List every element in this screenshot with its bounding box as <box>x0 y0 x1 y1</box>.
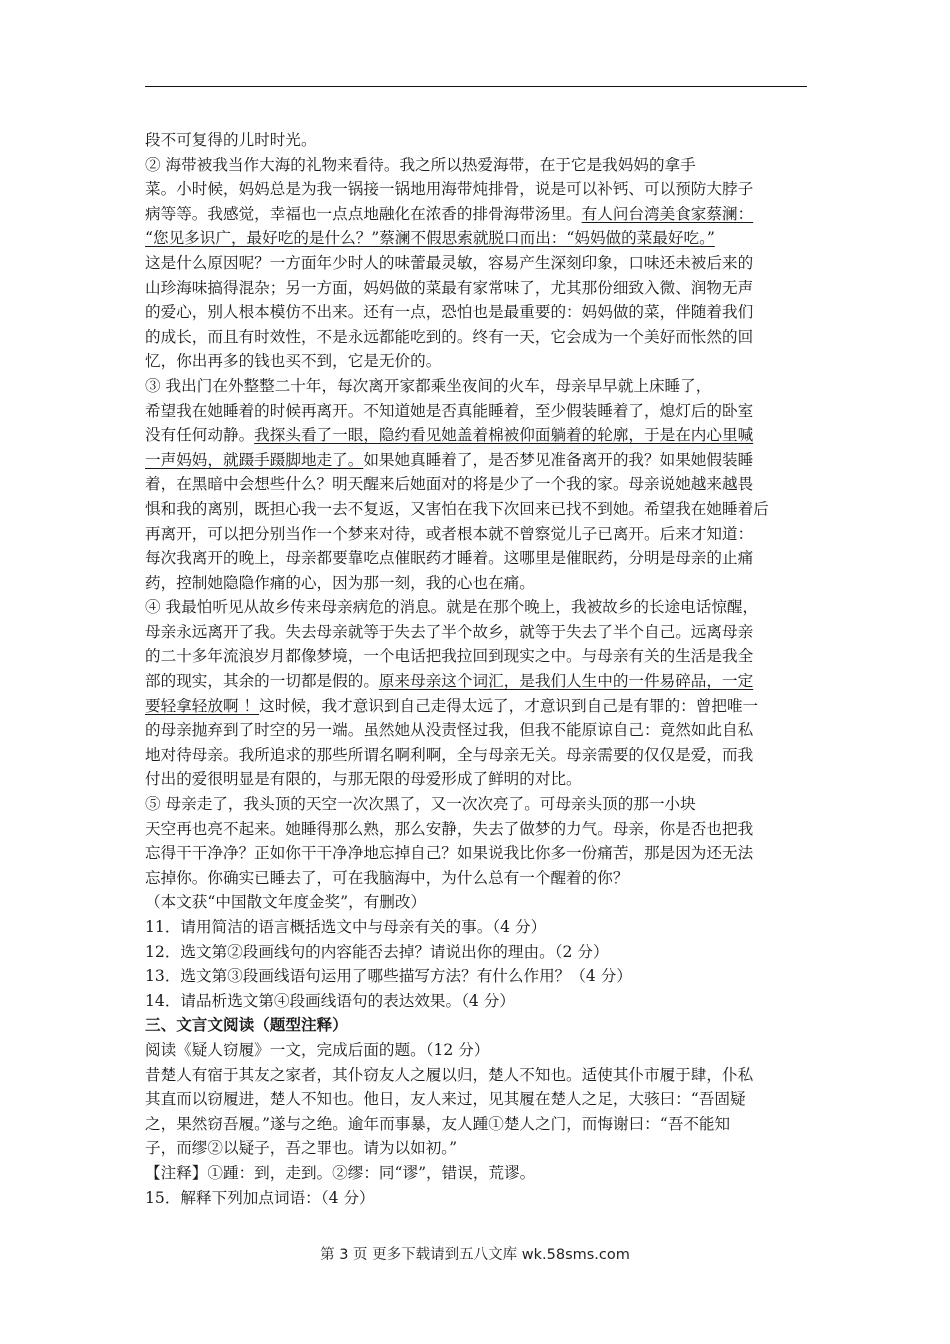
underlined-text: 原来母亲这个词汇，是我们人生中的一件易碎品，一定 <box>378 672 754 691</box>
text-segment: ④ 我最怕听见从故乡传来母亲病危的消息。就是在那个晚上，我被故乡的长途电话惊醒， <box>145 598 759 617</box>
underlined-text: “您见多识广，最好吃的是什么？”蔡澜不假思索就脱口而出：“妈妈做的菜最好吃。” <box>145 229 715 248</box>
text-segment: 付出的爱很明显是有限的，与那无限的母爱形成了鲜明的对比。 <box>145 770 582 789</box>
text-segment: ② 海带被我当作大海的礼物来看待。我之所以热爱海带，在于它是我妈妈的拿手 <box>145 155 696 174</box>
text-segment: 子，而缪②以疑子，吾之罪也。请为以如初。” <box>145 1139 458 1158</box>
text-segment: 如果她真睡着了，是否梦见准备离开的我？如果她假装睡 <box>363 450 754 469</box>
text-segment: 地对待母亲。我所追求的那些所谓名啊利啊，全与母亲无关。母亲需要的仅仅是爱，而我 <box>145 745 754 764</box>
text-segment: 这时候，我才意识到自己走得太远了，才意识到自己是有罪的：曾把唯一 <box>259 696 759 715</box>
text-line <box>145 620 815 645</box>
text-segment: ③ 我出门在外整整二十年，每次离开家都乘坐夜间的火车，母亲早早就上床睡了， <box>145 376 712 395</box>
text-line <box>145 399 815 424</box>
text-segment: 13．选文第③段画线语句运用了哪些描写方法？有什么作用？（4 分） <box>145 967 632 986</box>
text-line <box>145 841 815 866</box>
text-line <box>145 153 815 178</box>
text-segment: 再离开，可以把分别当作一个梦来对待，或者根本就不曾察觉儿子已离开。后来才知道： <box>145 524 754 543</box>
text-segment: 惧和我的离别，既担心我一去不复返，又害怕在我下次回来已找不到她。希望我在她睡着后 <box>145 499 769 518</box>
text-segment: 段不可复得的儿时时光。 <box>145 131 317 149</box>
text-segment: 11．请用简洁的语言概括选文中与母亲有关的事。（4 分） <box>145 918 547 936</box>
text-line <box>145 817 815 842</box>
section-heading <box>145 1013 815 1038</box>
underlined-text: 要轻拿轻放啊 ！ <box>145 696 260 715</box>
text-segment: （本文获“中国散文年度金奖”，有删改） <box>145 893 427 912</box>
text-line <box>145 226 815 251</box>
text-segment: 忆，你出再多的钱也买不到，它是无价的。 <box>145 352 442 371</box>
text-line <box>145 349 815 374</box>
text-segment: 药，控制她隐隐作痛的心，因为那一刻，我的心也在痛。 <box>145 573 535 592</box>
underlined-text: 有人问台湾美食家蔡澜： <box>581 204 754 223</box>
text-segment: ⑤ 母亲走了，我头顶的天空一次次黑了，又一次次亮了。可母亲头顶的那一小块 <box>145 795 696 814</box>
text-line <box>145 497 815 522</box>
text-line <box>145 128 815 153</box>
text-line <box>145 276 815 301</box>
text-segment: 忘掉你。你确实已睡去了，可在我脑海中，为什么总有一个醒着的你？ <box>145 868 629 887</box>
text-segment: 之，果然窃吾履。”遂与之绝。逾年而事暴，友人踵①楚人之门，而悔谢曰：“吾不能知 <box>145 1114 731 1133</box>
text-line <box>145 300 815 325</box>
text-segment: 着，在黑暗中会想些什么？明天醒来后她面对的将是少了一个我的家。母亲说她越来越畏 <box>145 475 754 494</box>
text-line <box>145 1112 815 1137</box>
text-segment: 希望我在她睡着的时候再离开。不知道她是否真能睡着，至少假装睡着了，熄灯后的卧室 <box>145 401 754 420</box>
text-line <box>145 1161 815 1186</box>
text-segment: 15．解释下列加点词语：（4 分） <box>145 1188 375 1207</box>
text-line <box>145 325 815 350</box>
header-rule <box>145 86 807 87</box>
text-line <box>145 1136 815 1161</box>
text-line <box>145 1038 815 1063</box>
text-line <box>145 1063 815 1088</box>
text-line <box>145 202 815 227</box>
text-segment: 山珍海味搞得混杂；另一方面，妈妈做的菜最有家常味了，尤其那份细致入微、润物无声 <box>145 278 754 297</box>
text-line <box>145 1087 815 1112</box>
text-line <box>145 718 815 743</box>
underlined-text: 我探头看了一眼，隐约看见她盖着棉被仰面躺着的轮廓，于是在内心里喊 <box>254 426 754 445</box>
text-segment: 忘得干干净净？正如你干干净净地忘掉自己？如果说我比你多一份痛苦，那是因为还无法 <box>145 844 754 863</box>
text-line <box>145 767 815 792</box>
text-segment: 的爱心，别人根本模仿不出来。还有一点，恐怕也是最重要的：妈妈做的菜，伴随着我们 <box>145 303 754 322</box>
text-segment: 病等等。我感觉，幸福也一点点地融化在浓香的排骨海带汤里。 <box>145 204 582 223</box>
text-line <box>145 792 815 817</box>
text-segment: 部的现实，其余的一切都是假的。 <box>145 672 379 691</box>
text-segment: 的母亲抛弃到了时空的另一端。虽然她从没责怪过我，但我不能原谅自己：竟然如此自私 <box>145 721 754 740</box>
text-line <box>145 866 815 891</box>
text-line <box>145 1186 815 1211</box>
text-segment: 阅读《疑人窃履》一文，完成后面的题。（12 分） <box>145 1040 490 1059</box>
text-line <box>145 522 815 547</box>
text-line <box>145 546 815 571</box>
text-segment: 的二十多年流浪岁月都像梦境，一个电话把我拉回到现实之中。与母亲有关的生活是我全 <box>145 647 754 666</box>
text-segment: 昔楚人有宿于其友之家者，其仆窃友人之履以归，楚人不知也。适使其仆市履于肆，仆私 <box>145 1065 754 1084</box>
text-segment: 天空再也亮不起来。她睡得那么熟，那么安静，失去了做梦的力气。母亲，你是否也把我 <box>145 819 754 838</box>
page-footer: 第 3 页 更多下载请到五八文库 wk.58sms.com <box>320 1247 630 1263</box>
text-line <box>145 177 815 202</box>
text-line <box>145 669 815 694</box>
text-segment: 母亲永远离开了我。失去母亲就等于失去了半个故乡，就等于失去了半个自己。远离母亲 <box>145 622 754 641</box>
text-line <box>145 644 815 669</box>
text-line <box>145 595 815 620</box>
text-line <box>145 448 815 473</box>
text-line <box>145 571 815 596</box>
text-segment: 14．请品析选文第④段画线语句的表达效果。（4 分） <box>145 991 515 1010</box>
text-line <box>145 915 815 940</box>
text-line <box>145 989 815 1014</box>
text-line <box>145 964 815 989</box>
text-line <box>145 251 815 276</box>
text-segment: 的成长，而且有时效性，不是永远都能吃到的。终有一天，它会成为一个美好而怅然的回 <box>145 327 754 346</box>
text-line <box>145 743 815 768</box>
text-line <box>145 890 815 915</box>
text-segment: 没有任何动静。 <box>145 426 255 445</box>
text-segment: 三、文言文阅读（题型注释） <box>145 1015 348 1035</box>
text-segment: 【注释】①踵：到，走到。②缪：同“谬”，错误，荒谬。 <box>145 1163 536 1182</box>
text-segment: 12．选文第②段画线句的内容能否去掉？请说出你的理由。（2 分） <box>145 942 609 961</box>
text-segment: 每次我离开的晚上，母亲都要靠吃点催眠药才睡着。这哪里是催眠药，分明是母亲的止痛 <box>145 549 754 568</box>
text-line <box>145 694 815 719</box>
text-line <box>145 940 815 965</box>
text-line <box>145 374 815 399</box>
document-body <box>145 128 815 1210</box>
text-segment: 其直而以窃履进，楚人不知也。他日，友人来过，见其履在楚人之足，大骇曰：“吾固疑 <box>145 1090 746 1109</box>
text-line <box>145 472 815 497</box>
text-segment: 这是什么原因呢？一方面年少时人的味蕾最灵敏，容易产生深刻印象，口味还未被后来的 <box>145 253 754 272</box>
underlined-text: 一声妈妈，就蹑手蹑脚地走了。 <box>145 450 364 469</box>
text-line <box>145 423 815 448</box>
text-segment: 菜。小时候，妈妈总是为我一锅接一锅地用海带炖排骨，说是可以补钙、可以预防大脖子 <box>145 180 754 199</box>
